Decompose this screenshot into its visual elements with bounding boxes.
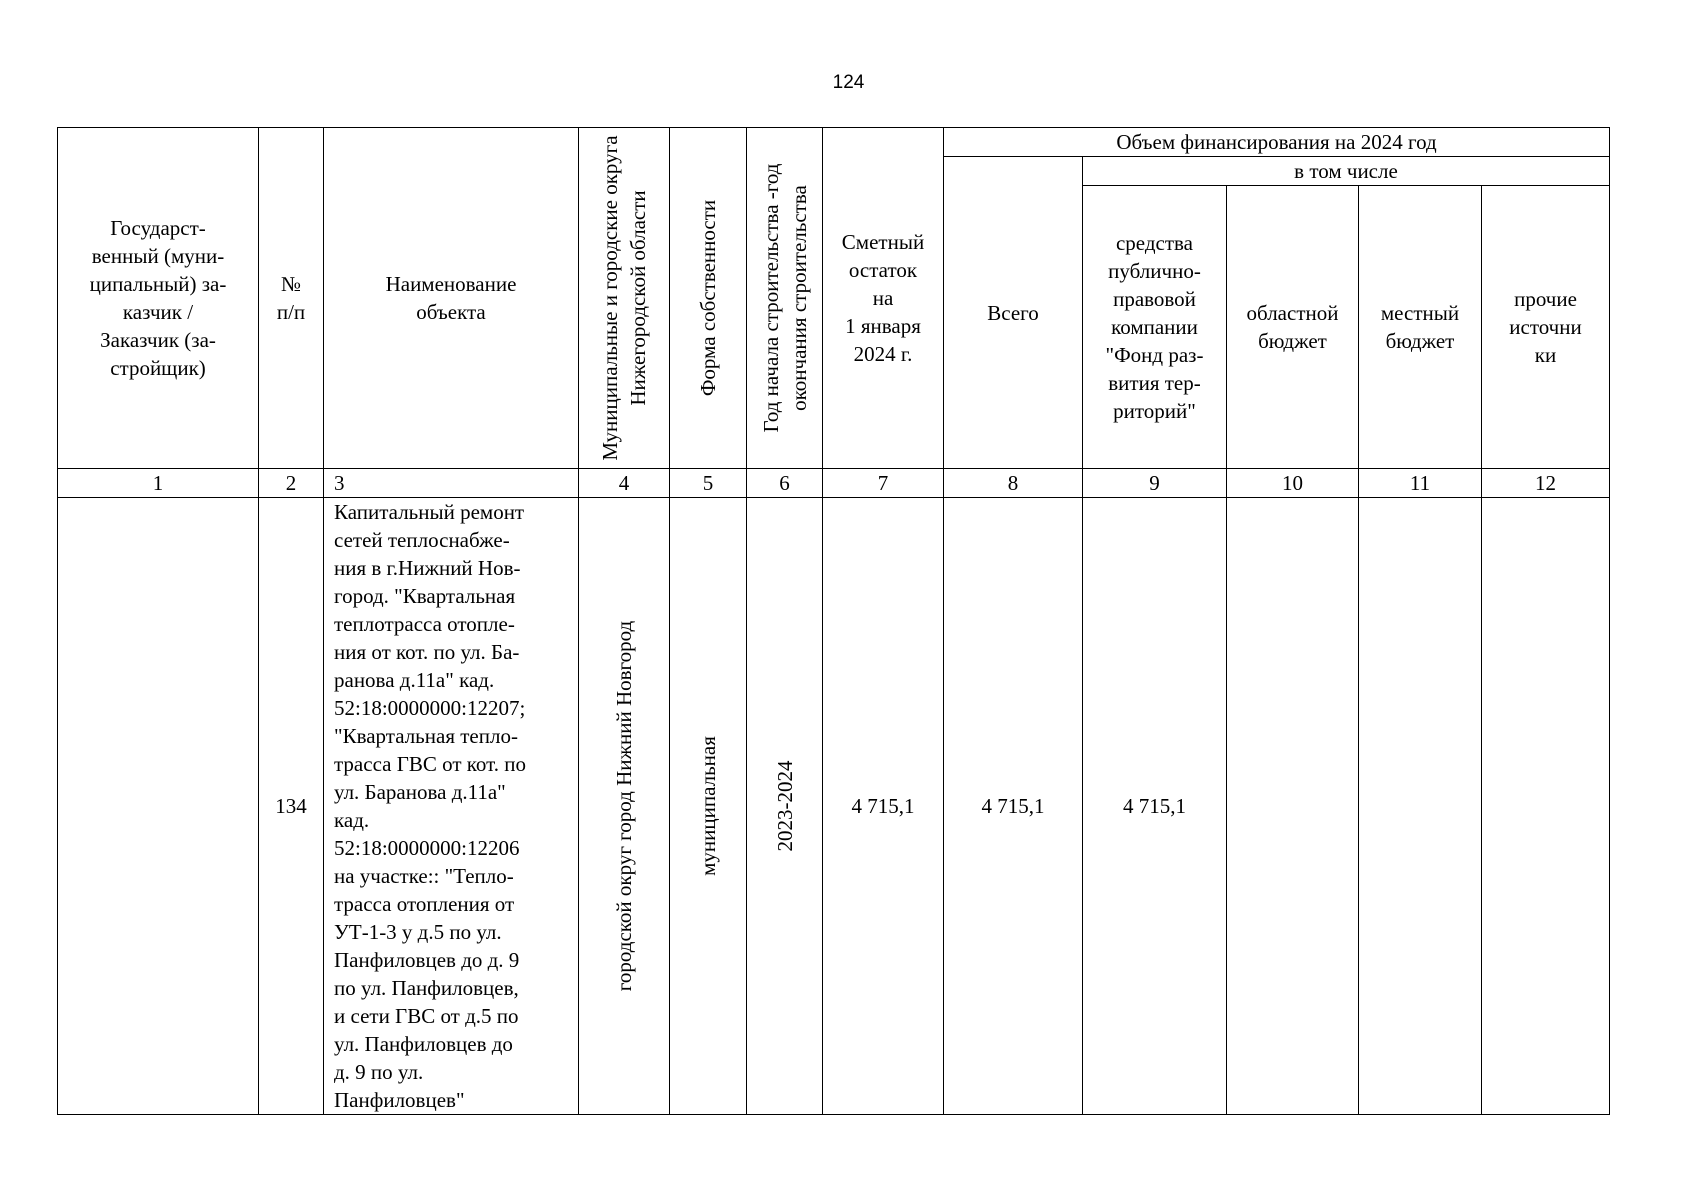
column-number: 11	[1359, 469, 1482, 498]
header-municipality: Муниципальные и городские округа Нижегородской области	[579, 128, 670, 469]
column-number: 8	[944, 469, 1083, 498]
financing-table	[57, 127, 1610, 1115]
row-other	[1482, 498, 1610, 1115]
header-including: в том числе	[1083, 157, 1610, 186]
row-municipality: городской округ город Нижний Новгород	[579, 498, 670, 1115]
column-number: 7	[823, 469, 944, 498]
column-number: 12	[1482, 469, 1610, 498]
row-fund: 4 715,1	[1083, 498, 1227, 1115]
row-item-no: 134	[259, 498, 324, 1115]
header-fund: средства публично- правовой компании "Фонд раз- вития тер- риторий"	[1083, 186, 1227, 469]
row-total: 4 715,1	[944, 498, 1083, 1115]
row-regional	[1227, 498, 1359, 1115]
column-number: 9	[1083, 469, 1227, 498]
table-row	[58, 498, 1610, 1115]
header-ownership: Форма собственности	[670, 128, 747, 469]
header-other: прочие источни ки	[1482, 186, 1610, 469]
header-item-no: № п/п	[259, 128, 324, 469]
column-number: 5	[670, 469, 747, 498]
header-regional: областной бюджет	[1227, 186, 1359, 469]
row-customer	[58, 498, 259, 1115]
header-total: Всего	[944, 157, 1083, 469]
column-number: 1	[58, 469, 259, 498]
header-customer: Государст- венный (муни- ципальный) за- казчик / Заказчик (за- стройщик)	[58, 128, 259, 469]
header-years: Год начала строительства -год окончания строительства	[747, 128, 823, 469]
column-number: 3	[324, 469, 579, 498]
row-local	[1359, 498, 1482, 1115]
column-number: 10	[1227, 469, 1359, 498]
column-number: 4	[579, 469, 670, 498]
header-remaining: Сметный остаток на 1 января 2024 г.	[823, 128, 944, 469]
header-financing-group: Объем финансирования на 2024 год	[944, 128, 1610, 157]
row-years: 2023-2024	[747, 498, 823, 1115]
row-remaining: 4 715,1	[823, 498, 944, 1115]
header-object-name: Наименование объекта	[324, 128, 579, 469]
column-number-row	[58, 469, 1610, 498]
page-number: 124	[832, 72, 865, 93]
header-local: местный бюджет	[1359, 186, 1482, 469]
column-number: 2	[259, 469, 324, 498]
column-number: 6	[747, 469, 823, 498]
row-object-name: Капитальный ремонт сетей теплоснабже- ния в г.Нижний Нов- город. "Квартальная теплотрасса отопле- ния от кот. по ул. Ба- ранова д.11а" кад. 52:18:0000000:12207; "Квартальная тепло- трасса ГВС от кот. по ул. Баранова д.11а" кад. 52:18:0000000:12206 на участке:: "Тепло- трасса отопления от УТ-1-3 у д.5 по ул. Панфиловцев до д. 9 по ул. Панфиловцев, и сети ГВС от д.5 по ул. Панфиловцев до д. 9 по ул. Панфиловцев"	[324, 498, 579, 1115]
row-ownership: муниципальная	[670, 498, 747, 1115]
